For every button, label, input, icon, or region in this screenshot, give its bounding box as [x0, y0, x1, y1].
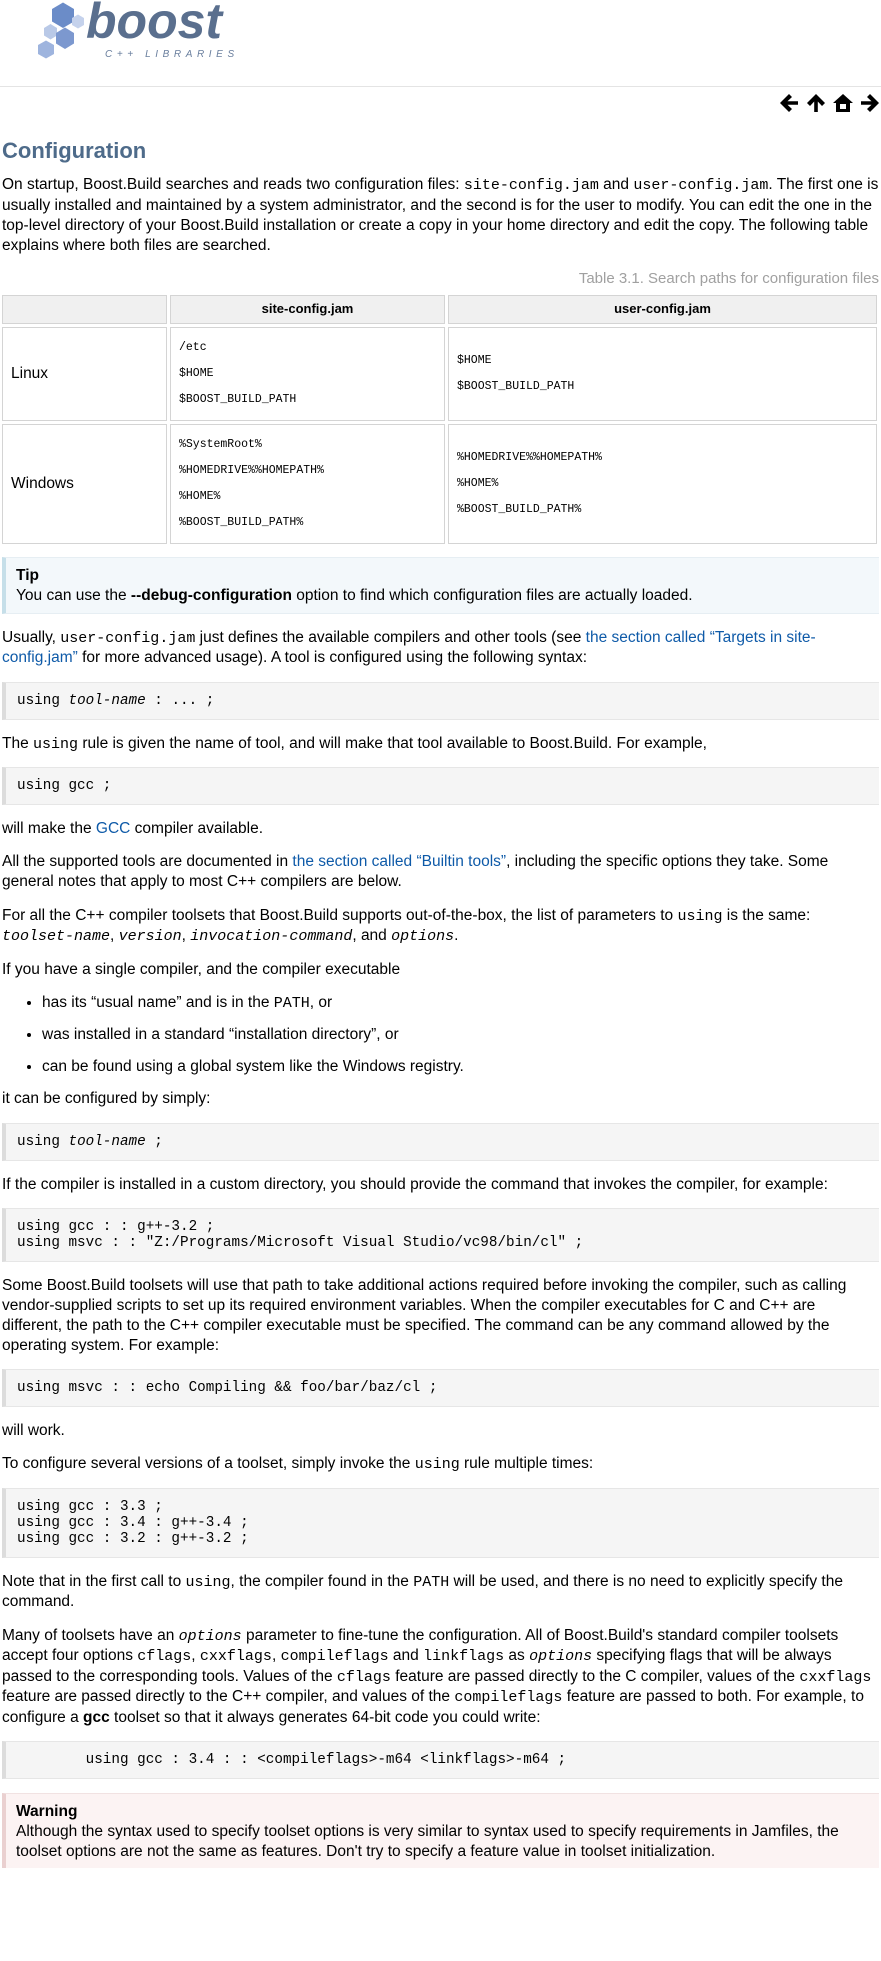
inline-code: user-config.jam [633, 177, 769, 195]
tip-title: Tip [16, 566, 39, 584]
inline-code: using [185, 1573, 231, 1591]
warning-box [2, 1793, 879, 1868]
table-cell [448, 424, 877, 544]
page-title: Configuration [2, 138, 147, 163]
arrow-up-icon [805, 92, 827, 114]
path-value: %HOME% [179, 489, 221, 503]
table-cell [170, 327, 445, 421]
code-block: using tool-name : ... ; [2, 682, 879, 720]
code-block: using gcc ; [2, 767, 879, 805]
table-row-label: Linux [2, 327, 167, 421]
nav-home-button[interactable] [832, 92, 854, 114]
code-block: using msvc : : echo Compiling && foo/bar/baz/cl ; [2, 1369, 879, 1407]
inline-code: using [414, 1456, 460, 1474]
main-content [2, 138, 879, 1868]
code-block: using tool-name ; [2, 1123, 879, 1161]
inline-code: PATH [273, 994, 310, 1012]
path-value: %HOME% [457, 476, 499, 490]
parameters-paragraph: For all the C++ compiler toolsets that Boost.Build supports out-of-the-box, the list of parameters to using is the same: toolset-name, version, invocation-command, and options. [2, 906, 811, 946]
path-value: $BOOST_BUILD_PATH [457, 379, 575, 393]
logo-wordmark: boost [86, 0, 223, 49]
path-value: $HOME [457, 353, 492, 367]
options-paragraph: Many of toolsets have an options parameter to fine-tune the configuration. All of Boost.Build's standard compiler toolsets accept four options cflags, cxxflags, compileflags and linkflags as options specifying flags that will be always passed to the corresponding tools. Values of the cflags feature are passed directly to the C compiler, values of the cxxflags feature are passed directly to the C++ compiler, and values of the compileflags feature are passed to both. For example, to configure a gcc toolset so that it always generates 64-bit code you could write: [2, 1626, 872, 1726]
table-header-site: site-config.jam [170, 295, 445, 324]
nav-next-button[interactable] [859, 92, 881, 114]
code-block: using gcc : : g++-3.2 ; using msvc : : "Z:/Programs/Microsoft Visual Studio/vc98/bin/cl" ; [2, 1208, 879, 1262]
tip-text: You can use the --debug-configuration option to find which configuration files are actually loaded. [16, 586, 693, 604]
path-value: %HOMEDRIVE%%HOMEPATH% [457, 450, 602, 464]
simply-paragraph: it can be configured by simply: [2, 1090, 211, 1108]
inline-code: using [33, 735, 79, 753]
path-value: $BOOST_BUILD_PATH [179, 392, 297, 406]
single-compiler-paragraph: If you have a single compiler, and the compiler executable [2, 960, 401, 978]
builtin-paragraph: All the supported tools are documented in the section called “Builtin tools”, including the specific options they take. Some general notes that apply to most C++ compilers are below. [2, 853, 829, 891]
table-row [2, 424, 877, 544]
several-versions-paragraph: To configure several versions of a toolset, simply invoke the using rule multiple times: [2, 1455, 594, 1474]
list-item: • can be found using a global system like the Windows registry. [42, 1057, 879, 1077]
nav-up-button[interactable] [805, 92, 827, 114]
gcc-link[interactable]: GCC [95, 820, 131, 838]
table-caption: Table 3.1. Search paths for configuration files [578, 270, 879, 288]
warning-text: Although the syntax used to specify toolset options is very similar to syntax used to specify requirements in Jamfiles, the toolset options are not the same as features. Don't try to specify a feature value in toolset initialization. [16, 1822, 839, 1861]
navigation-arrows [778, 92, 881, 114]
search-paths-table [0, 292, 880, 547]
path-value: %SystemRoot% [179, 437, 262, 451]
gcc-paragraph: will make the GCC compiler available. [2, 820, 264, 838]
arrow-right-icon [859, 92, 881, 114]
warning-title: Warning [16, 1802, 78, 1820]
list-item: • was installed in a standard “installation directory”, or [42, 1025, 879, 1045]
path-value: $HOME [179, 366, 214, 380]
table-cell [170, 424, 445, 544]
list-item: • has its “usual name” and is in the PATH, or [42, 993, 879, 1014]
inline-code: user-config.jam [60, 629, 196, 647]
page-header [0, 0, 881, 87]
inline-code: using [677, 907, 723, 925]
builtin-tools-link[interactable]: the section called “Builtin tools” [292, 853, 507, 871]
tip-box [2, 557, 879, 614]
path-value: %BOOST_BUILD_PATH% [457, 502, 582, 516]
inline-code: PATH [413, 1573, 450, 1591]
path-value: %HOMEDRIVE%%HOMEPATH% [179, 463, 324, 477]
will-work-paragraph: will work. [2, 1422, 65, 1440]
table-row [2, 327, 877, 421]
note-paragraph: Note that in the first call to using, the compiler found in the PATH will be used, and there is no need to explicitly specify the command. [2, 1572, 843, 1611]
intro-paragraph: On startup, Boost.Build searches and reads two configuration files: site-config.jam and user-config.jam. The first one is usually installed and maintained by a system administrator, and the second is for the user to modify. You can edit the one in the top-level directory of your Boost.Build installation or create a copy in your home directory and edit the copy. The following table explains where both files are searched. [2, 176, 879, 255]
table-header-user: user-config.jam [448, 295, 877, 324]
using-paragraph: The using rule is given the name of tool, and will make that tool available to Boost.Build. For example, [2, 734, 707, 753]
boost-logo[interactable] [18, 0, 278, 66]
path-value: /etc [179, 340, 207, 354]
table-row-label: Windows [2, 424, 167, 544]
table-cell [448, 327, 877, 421]
targets-site-config-link[interactable]: the section called “Targets in site-config.jam” [2, 628, 816, 667]
nav-prev-button[interactable] [778, 92, 800, 114]
home-icon [832, 92, 854, 114]
toolsets-paragraph: Some Boost.Build toolsets will use that path to take additional actions required before invoking the compiler, such as calling vendor-supplied scripts to set up its required environment variables. When the compiler executables for C and C++ are different, the path to the C++ compiler executable must be specified. The command can be any command allowed by the operating system. For example: [2, 1276, 847, 1355]
usually-paragraph: Usually, user-config.jam just defines the available compilers and other tools (see the section called “Targets in site-config.jam” for more advanced usage). A tool is configured using the following syntax: [2, 628, 816, 667]
logo-tagline: C++ LIBRARIES [105, 49, 239, 60]
code-block: using gcc : 3.4 : : <compileflags>-m64 <linkflags>-m64 ; [2, 1741, 879, 1779]
table-header-empty [2, 295, 167, 324]
inline-code: site-config.jam [463, 177, 599, 195]
path-value: %BOOST_BUILD_PATH% [179, 515, 304, 529]
conditions-list [2, 993, 879, 1078]
arrow-left-icon [778, 92, 800, 114]
table-header-row [2, 295, 877, 324]
custom-directory-paragraph: If the compiler is installed in a custom directory, you should provide the command that invokes the compiler, for example: [2, 1175, 828, 1193]
code-block: using gcc : 3.3 ; using gcc : 3.4 : g++-3.4 ; using gcc : 3.2 : g++-3.2 ; [2, 1488, 879, 1558]
